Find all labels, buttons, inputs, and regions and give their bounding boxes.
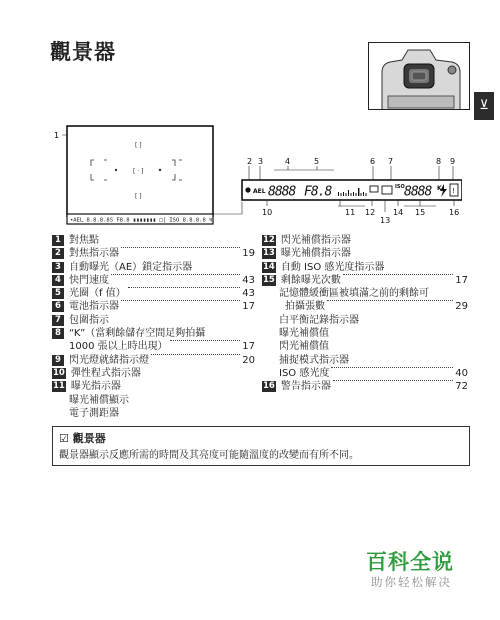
legend-item: 8 “K”（當剩餘儲存空間足夠拍攝 [52,327,255,340]
shutter-speed-digits: 8888 [268,184,296,200]
callout-12: 12 [365,208,376,217]
legend-item: 13 曝光補償指示器 [263,248,351,260]
callout-15: 15 [415,208,426,217]
legend-item: 11 曝光指示器 [53,381,121,393]
callout-4: 4 [285,157,291,166]
callout-16: 16 [449,208,460,217]
iso-auto-indicator: ISO [395,184,405,190]
callout-13: 13 [380,216,391,225]
legend-left [52,234,255,420]
watermark-title: 百科全说 [366,550,454,574]
note-box [52,426,470,466]
legend-item: 1000 張以上時出現） 17 [69,341,255,353]
legend-right [262,234,468,394]
legend-item: 6 電池指示器 17 [52,300,255,313]
legend-item: 曝光補償值 [279,328,329,340]
callout-3: 3 [258,157,264,166]
k-indicator: K [437,185,442,192]
legend-item: 捕捉模式指示器 [279,354,349,366]
legend-item: 1 對焦點 [52,234,255,247]
callout-14: 14 [393,208,404,217]
legend-item: 7 包圍指示 [52,314,255,327]
callout-9: 9 [450,157,456,166]
callout-1: 1 [54,131,60,140]
legend-item: 9 閃光燈就緒指示燈 20 [52,354,255,367]
legend-item: 15 剩餘曝光次數 17 [263,274,468,286]
page-title: 觀景器 [50,40,116,64]
svg-text:!: ! [452,187,455,195]
legend-item: 2 對焦指示器 19 [52,247,255,260]
callout-8: 8 [436,157,442,166]
legend-item: ISO 感光度 40 [279,367,468,379]
callout-11: 11 [345,208,356,217]
camera-body-illustration [368,42,470,110]
viewfinder-diagram [52,120,462,230]
callout-7: 7 [388,157,394,166]
legend-item: 14 自動 ISO 感光度指示器 [263,261,385,273]
legend-item: 拍攝張數 29 [285,301,468,313]
ael-indicator: AEL [253,188,266,195]
legend-item: 5 光圈（f 值） 43 [52,287,255,300]
note-body: 觀景器顯示反應所需的時間及其亮度可能隨溫度的改變而有所不同。 [59,450,359,461]
section-tab-icon: ⊻ [474,92,494,120]
callout-2: 2 [247,157,253,166]
counter-digits: 8888 [404,184,432,200]
legend-item: 3 自動曝光（AE）鎖定指示器 [52,261,255,274]
info-strip-preview-text: •AEL 8.8.8.8S F8.8 ▮▮▮▮▮▮▮ □[ ISO 8.8.8.8 ↯ [70,217,213,224]
legend-item: 記憶體緩衝區被填滿之前的剩餘可 [279,288,429,300]
focus-indicator-icon [245,187,250,192]
note-heading: ☑ 觀景器 [59,432,106,445]
checkmark-icon: ☑ [59,432,73,445]
legend-item: 16 警告指示器 72 [263,381,468,393]
callout-5: 5 [314,157,320,166]
focus-point-center: [ · ] [133,168,144,175]
callout-10: 10 [262,208,273,217]
legend-item: 白平衡記錄指示器 [279,314,359,326]
focus-point-bottom: [ ] [135,193,142,200]
watermark-subtitle: 助你轻松解决 [371,575,452,589]
legend-item: 閃光補償值 [279,341,329,353]
legend-item: 曝光補償顯示 [69,394,129,406]
legend-item: 10 彈性程式指示器 [53,367,141,379]
legend-item: 電子測距器 [69,407,119,419]
focus-point-top: [ ] [135,142,142,149]
legend-item: 4 快門速度 43 [52,274,255,287]
aperture-digits: F8.8 [304,184,332,200]
callout-6: 6 [370,157,376,166]
legend-item: 12 閃光補償指示器 [263,235,351,246]
